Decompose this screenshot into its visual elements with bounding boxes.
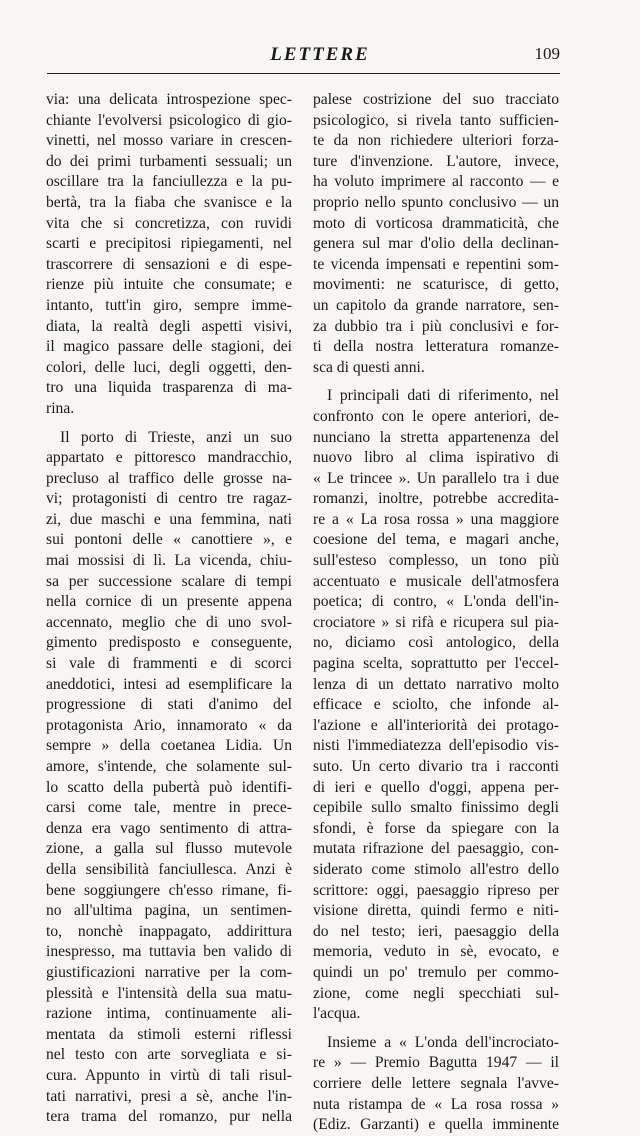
text-line: « Le trincee ». Un parallelo tra i due: [313, 469, 559, 487]
text-line: denza era vago sentimento di attra-: [46, 819, 292, 837]
right-column: [313, 90, 559, 1136]
text-line: Il porto di Trieste, anzi un suo: [60, 428, 292, 446]
text-line: si vale di frammenti e di scorci: [46, 655, 292, 673]
text-line: ha voluto imprimere al racconto — e: [313, 173, 559, 191]
text-line: sa per successione scalare di tempi: [46, 572, 292, 590]
text-line: I principali dati di riferimento, nel: [327, 387, 559, 405]
text-line: amore, s'intende, che solamente sul-: [46, 758, 292, 775]
text-line: sempre » della coetanea Lidia. Un: [46, 737, 292, 755]
text-line: palese costrizione del suo tracciato: [313, 91, 559, 108]
text-line: plessità e l'intensità della sua matu-: [46, 984, 292, 1002]
text-line: di ieri e quello d'oggi, appena per-: [313, 778, 559, 796]
paragraph: [313, 1033, 559, 1136]
text-line: cura. Appunto in virtù di tali risul-: [46, 1066, 292, 1084]
text-line: via: una delicata introspezione spec-: [46, 91, 292, 108]
text-line: protagonista Ario, innamorato « da: [46, 716, 292, 734]
text-line: confronto con le opere anteriori, de-: [313, 407, 559, 425]
paragraph: [46, 90, 292, 420]
text-line: psicologico, si rivela tanto sufficien-: [313, 111, 559, 129]
text-line: precluso al traffico delle grosse na-: [46, 469, 292, 487]
text-line: (Ediz. Garzanti) e quella imminente: [313, 1116, 559, 1134]
text-line: ture d'invenzione. L'autore, invece,: [313, 152, 559, 170]
text-line: colori, delle luci, degli oggetti, den-: [46, 358, 292, 376]
text-line: scrittore: oggi, paesaggio ripreso per: [313, 881, 559, 899]
text-line: te vicenda impensati e repentini som-: [313, 255, 559, 273]
text-line: trascorrere di sensazioni e di espe-: [46, 255, 292, 273]
text-line: diata, la realtà degli aspetti visivi,: [46, 317, 292, 335]
text-line: vi; protagonisti di centro tre ragaz-: [46, 490, 292, 508]
text-line: proprio nello spunto conclusivo — un: [313, 193, 559, 211]
paragraph-gap: [313, 1025, 559, 1033]
text-line: della sensibilità fanciullesca. Anzi è: [46, 860, 292, 878]
text-line: coesione del tema, e magari anche,: [313, 531, 559, 549]
text-line: cepibile sullo smalto finissimo degli: [313, 799, 559, 817]
text-line: nuta ristampa de « La rosa rossa »: [313, 1095, 559, 1113]
text-line: intanto, tutt'in giro, sempre imme-: [46, 296, 292, 314]
text-line: romanzi, inoltre, potrebbe accredita-: [313, 490, 559, 508]
text-line: re » — Premio Bagutta 1947 — il: [313, 1054, 559, 1072]
text-line: vita che si concretizza, con ruvidi: [46, 214, 292, 232]
paragraph: [46, 428, 292, 1128]
text-line: sui pontoni delle « canottiere », e: [46, 531, 292, 549]
text-line: quindi un po' tremulo per commo-: [313, 963, 559, 981]
text-line: razione intima, continuamente ali-: [46, 1005, 292, 1023]
text-line: sfondi, è forse da spiegare con la: [313, 819, 559, 837]
text-line: inespresso, ma tuttavia ben valido di: [46, 943, 292, 961]
left-column: [46, 90, 292, 1128]
paragraph-gap: [46, 420, 292, 428]
text-line: mutata rifrazione del paesaggio, con-: [313, 840, 559, 858]
text-line: no, diciamo così antologico, della: [313, 634, 559, 652]
text-line: suto. Un certo divario tra i racconti: [313, 758, 559, 775]
text-line: nunciano la stretta appartenenza del: [313, 428, 559, 446]
text-line: scarti e precipitosi ripiegamenti, nel: [46, 235, 292, 253]
text-line: nel testo con arte sorvegliata e si-: [46, 1046, 292, 1064]
text-line: movimenti: ne scaturisce, di getto,: [313, 276, 559, 294]
text-line: l'azione e all'interiorità dei protago-: [313, 716, 559, 734]
text-line: crociatore » si rifà e ricupera sul pia-: [313, 613, 559, 631]
header-rule: [47, 73, 560, 74]
text-line: re a « La rosa rossa » una maggiore: [313, 510, 559, 528]
text-line: genera sul mar d'olio della declinan-: [313, 235, 559, 253]
text-line: siderato come stimolo all'estro dello: [313, 860, 559, 878]
text-line: zione, come negli specchiati sul-: [313, 984, 559, 1002]
text-line: bene soggiungere ch'esso rimane, fi-: [46, 881, 292, 899]
text-line: il magico passare delle stagioni, dei: [46, 338, 292, 356]
text-line: moto di vorticosa drammaticità, che: [313, 214, 559, 232]
text-line: giustificazioni narrative per la com-: [46, 963, 292, 981]
text-line: za dubbio tra i più conclusivi e for-: [313, 317, 559, 335]
text-line: do dei primi turbamenti sessuali; un: [46, 152, 292, 170]
text-line: oscillare tra la fanciullezza e la pu-: [46, 173, 292, 191]
text-line: tro una liquida trasparenza di ma-: [46, 379, 292, 397]
text-line: accennato, meglio che di uno svol-: [46, 613, 292, 631]
paragraph: [313, 386, 559, 1024]
text-line: pagina scelta, soprattutto per l'eccel-: [313, 655, 559, 673]
text-line: progressione di stati d'animo del: [46, 696, 292, 714]
text-line: nuovo libro al clima ispirativo di: [313, 449, 559, 467]
text-line: lo scatto della pubertà può identifi-: [46, 778, 292, 796]
text-line: nella cornice di un presente appena: [46, 593, 292, 611]
text-line: corriere delle lettere segnala l'avve-: [313, 1074, 559, 1092]
text-line: sca di questi anni.: [313, 358, 425, 376]
text-line: nisti l'immediatezza dell'episodio vis-: [313, 737, 559, 755]
text-line: vinetti, nel mosso variare in crescen-: [46, 132, 292, 150]
text-line: efficace e sciolto, che infonde al-: [313, 696, 559, 714]
text-line: rina.: [46, 399, 75, 417]
text-line: mentata da stimoli esterni riflessi: [46, 1025, 292, 1043]
text-line: sull'esteso complesso, un tono più: [313, 552, 559, 570]
text-line: do nel testo; ieri, paesaggio della: [313, 922, 559, 940]
text-line: aneddotici, intesi ad esemplificare la: [46, 675, 292, 693]
text-line: mai mossisi di lì. La vicenda, chiu-: [46, 552, 292, 570]
text-line: gimento predisposto e conseguente,: [46, 634, 292, 652]
text-line: ti della nostra letteratura romanze-: [313, 338, 559, 356]
text-line: poetica; di contro, « L'onda dell'in-: [313, 593, 559, 611]
running-header-title: LETTERE: [270, 44, 370, 65]
text-line: te da non richiedere ulteriori forza-: [313, 132, 559, 150]
text-line: un capitolo da grande narratore, sen-: [313, 296, 559, 314]
text-line: bertà, tra la fiaba che svanisce e la: [46, 193, 292, 211]
text-line: l'acqua.: [313, 1005, 361, 1023]
text-line: accentuato e musicale dell'atmosfera: [313, 572, 559, 590]
text-line: zione, a galla sul flusso mutevole: [46, 840, 292, 858]
text-line: rienze più intuite che consumate; e: [46, 276, 292, 294]
text-line: lenza di un dettato narrativo molto: [313, 675, 559, 693]
text-line: to, nonchè inappagato, addirittura: [46, 922, 292, 940]
text-line: appartato e pittoresco mandracchio,: [46, 449, 292, 467]
paragraph: [313, 90, 559, 378]
text-line: Insieme a « L'onda dell'incrociato-: [327, 1033, 559, 1051]
text-line: chiante l'evolversi psicologico di gio-: [46, 111, 292, 129]
text-line: carsi come tale, mentre in prece-: [46, 799, 292, 817]
page-number: 109: [534, 44, 560, 63]
text-line: memoria, veduto in sè, evocato, e: [313, 943, 559, 961]
text-line: visione diretta, quindi fermo e niti-: [313, 902, 559, 920]
text-line: tera trama del romanzo, pur nella: [46, 1108, 292, 1126]
text-line: tati narrativi, presi a sè, anche l'in-: [46, 1087, 292, 1105]
text-line: no all'ultima pagina, un sentimen-: [46, 902, 292, 920]
text-line: zi, due maschi e una femmina, nati: [46, 510, 292, 528]
paragraph-gap: [313, 378, 559, 386]
